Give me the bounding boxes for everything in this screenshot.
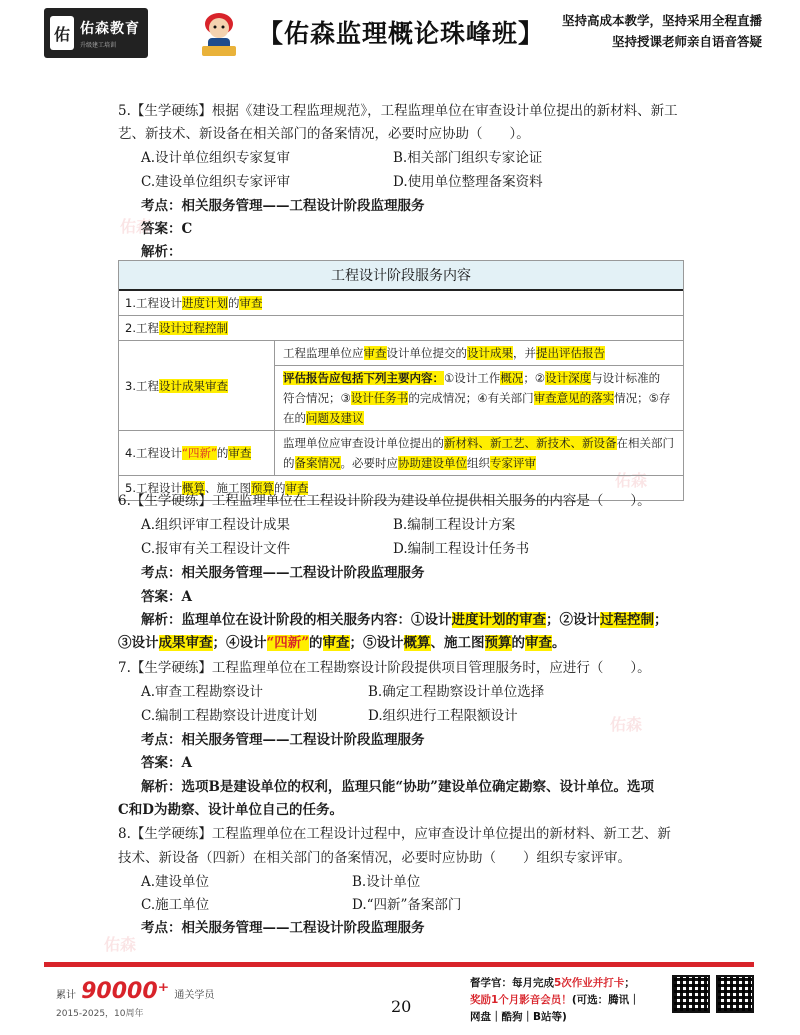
cell-text: 与设计标准的: [591, 371, 661, 385]
cell-text: ；②: [523, 371, 546, 385]
jiexi-highlight: 预算: [484, 635, 512, 651]
q7-stem: 7.【生学硬练】工程监理单位在工程勘察设计阶段提供项目管理服务时，应进行（ ）。: [118, 660, 651, 676]
watermark-logo: 佑森: [120, 217, 153, 236]
table-subcell: [275, 341, 683, 366]
q8-option-row-2: [141, 895, 462, 915]
cell-text: 、施工图: [204, 481, 251, 495]
jiexi-highlight: 成果审查: [158, 635, 213, 651]
q7-option-row-2: [141, 706, 518, 726]
page-header: [0, 0, 800, 66]
qr-code-icon[interactable]: [716, 975, 754, 1013]
cell-highlight: 进度计划: [181, 296, 228, 310]
promo-line-2: [470, 992, 670, 1009]
cell-text: 在相关部门: [616, 436, 674, 450]
q6-option-row-2: [141, 539, 530, 559]
promo-text: 督学官：每月完成: [470, 977, 554, 989]
cell-highlight: “四新”: [181, 446, 217, 460]
mascot-icon: [196, 8, 242, 60]
cell-text: 的: [216, 446, 229, 460]
q6-answer: 答案：A: [141, 589, 192, 605]
footer-label-total: 累计: [56, 990, 76, 1001]
brand-logo: [44, 8, 148, 58]
cell-highlight: 审查: [363, 346, 387, 360]
footer-divider: [44, 962, 754, 967]
table-cell-content: [275, 341, 683, 430]
table-title: 工程设计阶段服务内容: [119, 261, 683, 291]
cell-text: 组织: [467, 456, 490, 470]
cell-text: ，并: [513, 346, 536, 360]
cell-text: 4.工程设计: [125, 446, 182, 460]
table-row: [119, 341, 683, 431]
cell-text: 在的: [283, 411, 306, 425]
footer-years: 2015-2025，10周年: [56, 1009, 144, 1019]
cell-text: 情况；⑤存: [614, 391, 671, 405]
watermark-logo: 佑森: [104, 935, 137, 954]
cell-text: 符合情况；③: [283, 391, 351, 405]
course-title: 【佑森监理概论珠峰班】: [258, 19, 545, 48]
jiexi-text: 、施工图: [430, 635, 485, 651]
cell-text: 1.工程设计: [125, 296, 182, 310]
cell-text: 3.工程: [125, 378, 159, 393]
page-number: 20: [391, 997, 412, 1016]
logo-name: 佑森教育: [80, 20, 140, 37]
cell-text: 的: [273, 481, 286, 495]
table-cell-label: [119, 431, 275, 475]
q6-option-d: D.编制工程设计任务书: [393, 541, 530, 557]
slogan-line-2: 坚持授课老师亲自语音答疑: [611, 34, 762, 49]
q8-option-a: A.建设单位: [141, 874, 210, 890]
footer-stats: [56, 979, 215, 1019]
q5-option-c: C.建设单位组织专家评审: [141, 174, 291, 190]
q5-stem-line-1: 5.【生学硬练】根据《建设工程监理规范》，工程监理单位在审查设计单位提出的新材料、新工: [118, 103, 678, 119]
cell-highlight: 专家评审: [490, 456, 536, 470]
q8-kaodian: 考点：相关服务管理——工程设计阶段监理服务: [141, 920, 425, 936]
cell-highlight: 设计任务书: [350, 391, 409, 405]
footer-label-students: 通关学员: [174, 990, 215, 1001]
jiexi-text: 的: [309, 635, 323, 651]
q8-stem-line-2: 技术、新设备（四新）在相关部门的备案情况，必要时应协助（ ）组织专家评审。: [118, 850, 631, 866]
q7-option-b: B.确定工程勘察设计单位选择: [368, 684, 545, 700]
jiexi-text: ；⑤设计: [349, 635, 404, 651]
jiexi-highlight: 过程控制: [600, 612, 654, 628]
logo-mark-icon: 佑: [50, 16, 74, 50]
jiexi-text: 。: [552, 635, 566, 651]
q5-option-a: A.设计单位组织专家复审: [141, 150, 291, 166]
cell-highlight: 协助建设单位: [398, 456, 467, 470]
footer-promo: [470, 975, 670, 1026]
q7-option-d: D.组织进行工程限额设计: [368, 708, 518, 724]
logo-subtitle: 升级建工培训: [80, 41, 117, 49]
qr-code-icon[interactable]: [672, 975, 710, 1013]
jiexi-text: 解析：监理单位在设计阶段的相关服务内容：①设计: [141, 612, 452, 628]
jiexi-text: ③设计: [118, 635, 159, 651]
table-row: [119, 291, 683, 316]
q6-option-row-1: [141, 515, 516, 535]
cell-text: 设计单位提交的: [386, 346, 467, 360]
cell-highlight: 设计过程控制: [158, 321, 228, 335]
q5-answer: 答案：C: [141, 221, 193, 237]
q6-option-b: B.编制工程设计方案: [393, 517, 516, 533]
q7-kaodian: 考点：相关服务管理——工程设计阶段监理服务: [141, 732, 425, 748]
q6-option-a: A.组织评审工程设计成果: [141, 517, 291, 533]
table-cell-content: [275, 431, 683, 475]
cell-text: 5.工程设计: [125, 481, 182, 495]
slogan-line-1: 坚持高成本教学，坚持采用全程直播: [561, 13, 762, 28]
q8-option-b: B.设计单位: [352, 874, 421, 890]
promo-text: ；: [624, 977, 635, 989]
cell-text: ①设计工作: [444, 371, 501, 385]
q5-kaodian: 考点：相关服务管理——工程设计阶段监理服务: [141, 198, 425, 214]
cell-text: 2.工程: [125, 321, 159, 335]
cell-highlight: 预算: [250, 481, 274, 495]
cell-highlight: 概算: [181, 481, 205, 495]
jiexi-highlight: 进度计划的审查: [451, 612, 546, 628]
cell-highlight: 设计深度: [545, 371, 592, 385]
table-subcell: [275, 366, 683, 430]
q8-option-d: D.“四新”备案部门: [352, 897, 462, 913]
q7-answer: 答案：A: [141, 755, 192, 771]
cell-text: 的: [227, 296, 240, 310]
footer-student-count: 90000⁺: [81, 979, 170, 1004]
cell-text: 工程监理单位应: [283, 346, 364, 360]
cell-highlight: 评估报告应包括下列主要内容：: [283, 371, 444, 385]
q5-option-d: D.使用单位整理备案资料: [393, 174, 543, 190]
jiexi-text: ；: [654, 612, 668, 628]
q5-option-b: B.相关部门组织专家论证: [393, 150, 543, 166]
jiexi-text: ；④设计: [212, 635, 267, 651]
table-cell: [119, 291, 268, 315]
table-cell: [119, 316, 234, 340]
q7-option-a: A.审查工程勘察设计: [141, 684, 264, 700]
table-cell-label: [119, 341, 275, 430]
cell-text: 。必要时应: [340, 456, 398, 470]
table-subcell: [275, 431, 683, 475]
design-service-table: [118, 260, 684, 501]
q6-jiexi-line-1: [141, 610, 668, 630]
promo-emphasis: 奖励1个月影音会员！: [470, 994, 572, 1006]
cell-highlight: 设计成果: [467, 346, 513, 360]
jiexi-highlight: 审查: [322, 635, 350, 651]
jiexi-text: 的: [511, 635, 526, 651]
q8-option-c: C.施工单位: [141, 897, 210, 913]
q7-option-c: C.编制工程勘察设计进度计划: [141, 708, 318, 724]
q7-option-row-1: [141, 682, 545, 702]
q7-jiexi-line-2: C和D为勘察、设计单位自己的任务。: [118, 802, 343, 818]
cell-highlight: 设计成果审查: [158, 378, 228, 393]
cell-text: 监理单位应审查设计单位提出的: [283, 436, 444, 450]
cell-highlight: 备案情况: [294, 456, 341, 470]
q8-option-row-1: [141, 872, 421, 892]
cell-highlight: 审查: [228, 446, 252, 460]
cell-highlight: 审查: [239, 296, 263, 310]
jiexi-highlight: “四新”: [266, 635, 310, 651]
q5-option-row-2: [141, 172, 543, 192]
watermark-logo: 佑森: [610, 715, 643, 734]
q7-jiexi-line-1: 解析：选项B是建设单位的权利，监理只能“协助”建设单位确定勘察、设计单位。选项: [141, 779, 654, 795]
jiexi-highlight: 概算: [403, 635, 431, 651]
promo-text: (可选：腾讯｜: [571, 994, 640, 1006]
jiexi-highlight: 审查: [525, 635, 553, 651]
q6-kaodian: 考点：相关服务管理——工程设计阶段监理服务: [141, 565, 425, 581]
q6-jiexi-line-2: [118, 633, 566, 653]
cell-highlight: 问题及建议: [306, 411, 364, 425]
watermark-logo: 佑森: [615, 471, 648, 490]
table-row: [119, 431, 683, 476]
q8-stem-line-1: 8.【生学硬练】工程监理单位在工程设计过程中，应审查设计单位提出的新材料、新工艺、新: [118, 826, 671, 842]
cell-highlight: 审查意见的落实: [533, 391, 615, 405]
jiexi-text: ；②设计: [546, 612, 600, 628]
promo-emphasis: 5次作业并打卡: [554, 977, 625, 989]
table-row: [119, 316, 683, 341]
promo-line-3: 网盘｜酷狗｜B站等): [470, 1011, 567, 1023]
q5-option-row-1: [141, 148, 543, 168]
q5-stem-line-2: 艺、新技术、新设备在相关部门的备案情况，必要时应协助（ ）。: [118, 126, 530, 142]
cell-highlight: 审查: [285, 481, 309, 495]
promo-line-1: [470, 975, 670, 992]
q6-stem: 6.【生学硬练】工程监理单位在工程设计阶段为建设单位提供相关服务的内容是（ ）。: [118, 493, 651, 509]
cell-text: 的完成情况；④有关部门: [408, 391, 534, 405]
cell-highlight: 概况: [500, 371, 524, 385]
cell-highlight: 新材料、新工艺、新技术、新设备: [444, 436, 617, 450]
cell-highlight: 提出评估报告: [536, 346, 605, 360]
header-slogans: [562, 10, 762, 52]
q6-option-c: C.报审有关工程设计文件: [141, 541, 291, 557]
cell-text: 的: [283, 456, 295, 470]
q5-jiexi-label: 解析：: [141, 244, 182, 260]
